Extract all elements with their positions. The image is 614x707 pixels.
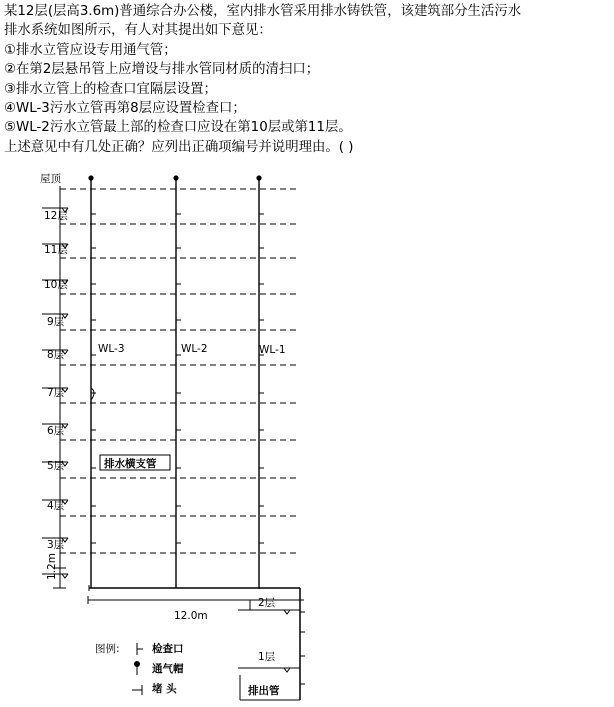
question-prompt: 上述意见中有几处正确？应列出正确项编号并说明理由。( ) — [4, 139, 354, 155]
floor-label-1: 1层 — [258, 651, 276, 663]
floor-label-8: 8层 — [47, 349, 65, 361]
branch-pipe-label: 排水横支管 — [104, 458, 157, 470]
floor-label-roof: 屋顶 — [40, 173, 61, 185]
level-marker — [284, 610, 290, 614]
floor-label-7: 7层 — [47, 387, 65, 399]
option-line: ②在第2层悬吊管上应增设与排水管同材质的清扫口； — [4, 62, 320, 78]
question-text — [4, 2, 610, 157]
stack-label-wl2: WL-2 — [181, 343, 208, 355]
question-line: 某12层(层高3.6m)普通综合办公楼，室内排水管采用排水铸铁管，该建筑部分生活污水 — [4, 4, 522, 19]
floor-label-2: 2层 — [258, 597, 276, 609]
legend-plug-label: 堵 头 — [152, 683, 177, 695]
stack-label-wl1: WL-1 — [259, 344, 286, 356]
legend-cleanout-icon — [137, 643, 143, 655]
option-line: ⑤WL-2污水立管最上部的检查口应设在第10层或第11层。 — [4, 120, 352, 136]
floor-label-11: 11层 — [44, 244, 68, 256]
legend-vent-cap-label: 通气帽 — [152, 663, 184, 675]
option-line: ④WL-3污水立管再第8层应设置检查口； — [4, 101, 246, 117]
legend-title: 图例: — [95, 643, 120, 655]
length-dimension-label: 12.0m — [174, 610, 208, 622]
height-dimension-label: 1.2m — [46, 553, 58, 580]
floor-label-5: 5层 — [47, 460, 65, 472]
floor-label-12: 12层 — [44, 210, 68, 222]
vent-cap — [173, 175, 178, 180]
outlet-label: 排出管 — [248, 685, 280, 697]
floor-label-4: 4层 — [47, 500, 65, 512]
legend-plug-icon — [132, 685, 142, 695]
legend-vent-cap-icon — [134, 661, 140, 675]
floor-label-6: 6层 — [47, 425, 65, 437]
option-line: ①排水立管应设专用通气管； — [4, 42, 177, 58]
legend-cleanout-label: 检查口 — [152, 643, 184, 655]
level-marker — [284, 668, 290, 672]
level-marker — [62, 574, 68, 578]
vent-cap — [256, 175, 261, 180]
option-line: ③排水立管上的检查口宜隔层设置； — [4, 81, 217, 97]
vent-cap — [88, 175, 93, 180]
question-line: 排水系统如图所示，有人对其提出如下意见： — [4, 23, 272, 39]
floor-label-9: 9层 — [47, 316, 65, 328]
floor-label-10: 10层 — [44, 279, 68, 291]
drainage-system-diagram — [0, 168, 614, 707]
floor-label-3: 3层 — [47, 539, 65, 551]
stack-label-wl3: WL-3 — [98, 343, 125, 355]
